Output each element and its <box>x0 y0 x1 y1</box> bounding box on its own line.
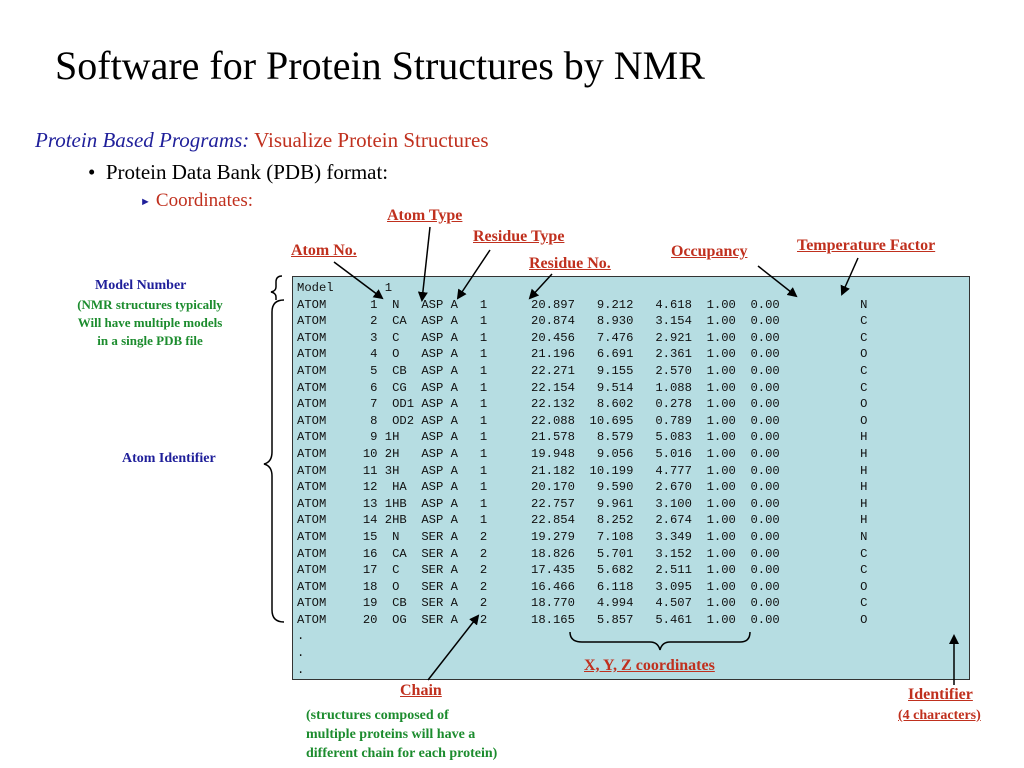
pdb-line: ATOM 5 CB ASP A 1 22.271 9.155 2.570 1.00 0.00 C <box>297 364 868 378</box>
pdb-dot: . <box>297 629 305 643</box>
label-model-number: Model Number <box>95 278 187 293</box>
slide-title: Software for Protein Structures by NMR <box>55 43 705 88</box>
label-atom-type: Atom Type <box>387 207 463 224</box>
pdb-line: ATOM 16 CA SER A 2 18.826 5.701 3.152 1.00 0.00 C <box>297 547 868 561</box>
pdb-line: ATOM 1 N ASP A 1 20.897 9.212 4.618 1.00 0.00 N <box>297 298 868 312</box>
pdb-line: ATOM 17 C SER A 2 17.435 5.682 2.511 1.00 0.00 C <box>297 563 868 577</box>
triangle-bullet-icon: ► <box>140 195 151 208</box>
pdb-line: Model 1 <box>297 281 393 295</box>
pdb-line: ATOM 15 N SER A 2 19.279 7.108 3.349 1.00 0.00 N <box>297 530 868 544</box>
bullet-pdb-format-text: Protein Data Bank (PDB) format: <box>105 160 389 184</box>
pdb-line: ATOM 11 3H ASP A 1 21.182 10.199 4.777 1.00 0.00 H <box>297 464 868 478</box>
pdb-line: ATOM 9 1H ASP A 1 21.578 8.579 5.083 1.00 0.00 H <box>297 430 868 444</box>
chain-note-line: multiple proteins will have a <box>306 727 476 742</box>
pdb-line: ATOM 10 2H ASP A 1 19.948 9.056 5.016 1.00 0.00 H <box>297 447 868 461</box>
bullet-coordinates <box>140 190 253 212</box>
pdb-line: ATOM 2 CA ASP A 1 20.874 8.930 3.154 1.00 0.00 C <box>297 314 868 328</box>
model-note-line: in a single PDB file <box>97 333 203 348</box>
pdb-line: ATOM 12 HA ASP A 1 20.170 9.590 2.670 1.00 0.00 H <box>297 480 868 494</box>
pdb-dot: . <box>297 646 305 660</box>
brace-model-number <box>271 276 282 300</box>
subtitle-plain: Visualize Protein Structures <box>254 128 489 152</box>
pdb-line: ATOM 8 OD2 ASP A 1 22.088 10.695 0.789 1.00 0.00 O <box>297 414 868 428</box>
label-residue-type: Residue Type <box>473 228 565 245</box>
label-residue-no: Residue No. <box>529 255 611 272</box>
pdb-line: ATOM 4 O ASP A 1 21.196 6.691 2.361 1.00 0.00 O <box>297 347 868 361</box>
label-chain: Chain <box>400 682 442 699</box>
pdb-line: ATOM 13 1HB ASP A 1 22.757 9.961 3.100 1.00 0.00 H <box>297 497 868 511</box>
chain-note-line: (structures composed of <box>306 708 449 723</box>
pdb-line: ATOM 14 2HB ASP A 1 22.854 8.252 2.674 1.00 0.00 H <box>297 513 868 527</box>
brace-atom-identifier <box>264 300 284 622</box>
chain-note-line: different chain for each protein) <box>306 746 498 761</box>
pdb-record-box <box>292 276 970 680</box>
label-identifier-note: (4 characters) <box>898 708 981 723</box>
pdb-line: ATOM 18 O SER A 2 16.466 6.118 3.095 1.00 0.00 O <box>297 580 868 594</box>
label-xyz-coordinates: X, Y, Z coordinates <box>584 657 715 674</box>
pdb-dot: . <box>297 663 305 677</box>
model-note-line: Will have multiple models <box>77 315 223 330</box>
model-note <box>60 296 240 350</box>
pdb-line: ATOM 3 C ASP A 1 20.456 7.476 2.921 1.00 0.00 C <box>297 331 868 345</box>
label-temperature-factor: Temperature Factor <box>797 237 936 254</box>
pdb-line: ATOM 20 OG SER A 2 18.165 5.857 5.461 1.00 0.00 O <box>297 613 868 627</box>
pdb-line: ATOM 19 CB SER A 2 18.770 4.994 4.507 1.00 0.00 C <box>297 596 868 610</box>
pdb-line: ATOM 6 CG ASP A 1 22.154 9.514 1.088 1.00 0.00 C <box>297 381 868 395</box>
bullet-pdb-format <box>88 160 388 185</box>
label-identifier: Identifier <box>908 686 973 703</box>
subtitle <box>35 128 489 153</box>
label-occupancy: Occupancy <box>671 243 748 260</box>
label-atom-no: Atom No. <box>291 242 357 259</box>
bullet-coordinates-text: Coordinates: <box>155 190 253 211</box>
chain-note <box>306 706 497 763</box>
bullet-dot-icon: • <box>88 160 96 184</box>
model-note-line: (NMR structures typically <box>77 297 223 312</box>
label-atom-identifier: Atom Identifier <box>122 451 216 466</box>
pdb-line: ATOM 7 OD1 ASP A 1 22.132 8.602 0.278 1.00 0.00 O <box>297 397 868 411</box>
subtitle-italic: Protein Based Programs: <box>35 128 250 152</box>
